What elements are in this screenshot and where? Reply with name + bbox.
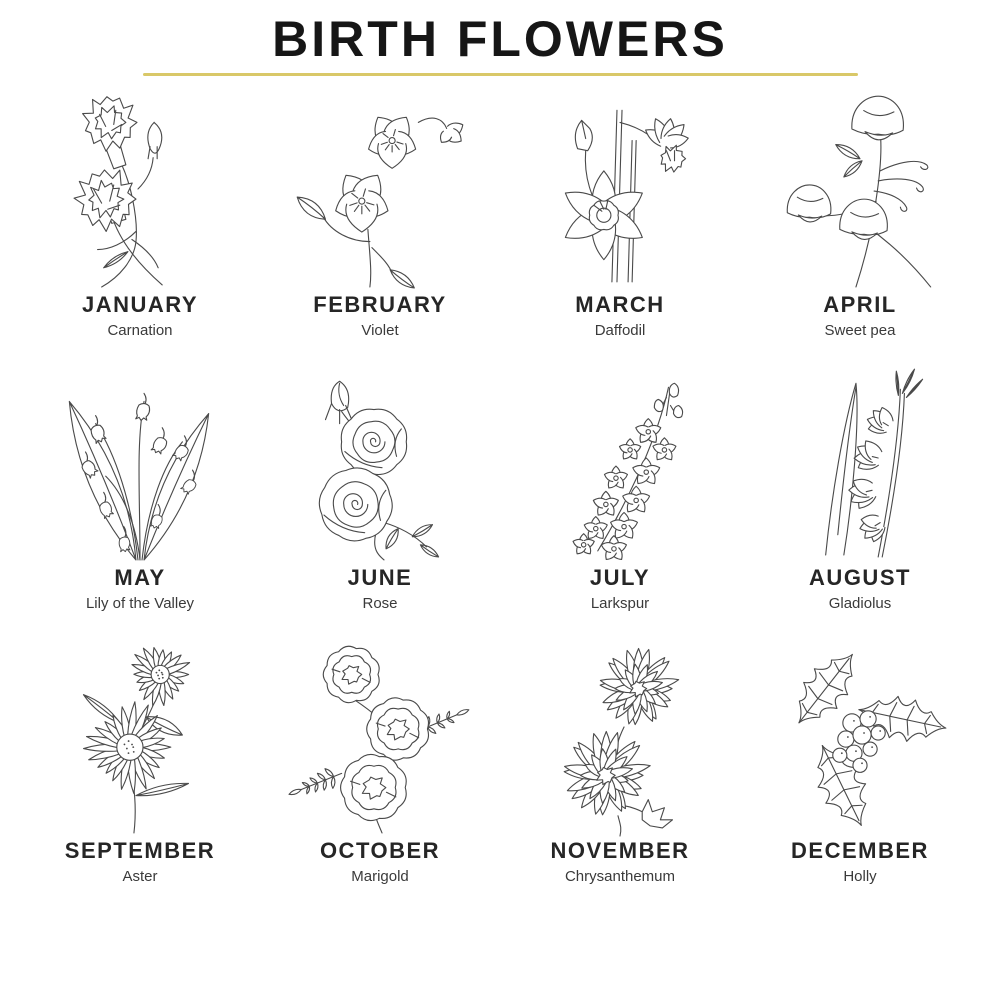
- flower-label: Lily of the Valley: [85, 595, 195, 612]
- flower-label: Daffodil: [594, 322, 646, 339]
- poster-title: BIRTH FLOWERS: [272, 11, 728, 67]
- flower-label: Chrysanthemum: [564, 868, 676, 885]
- month-cell-march: [500, 80, 740, 353]
- month-label: MAY: [114, 565, 166, 590]
- poster-header: [0, 0, 1000, 76]
- months-grid: [20, 80, 980, 899]
- month-label: DECEMBER: [791, 838, 929, 863]
- month-cell-june: [260, 353, 500, 626]
- month-label: SEPTEMBER: [64, 838, 216, 863]
- flower-label: Gladiolus: [828, 595, 892, 612]
- violet-flower-icon: [272, 80, 488, 292]
- chrysanthemum-flower-icon: [512, 626, 728, 838]
- month-cell-september: [20, 626, 260, 899]
- month-cell-december: [740, 626, 980, 899]
- flower-label: Sweet pea: [824, 322, 896, 339]
- flower-label: Marigold: [351, 868, 409, 885]
- month-label: AUGUST: [809, 565, 911, 590]
- lily-of-the-valley-flower-icon: [32, 353, 248, 565]
- sweet-pea-flower-icon: [752, 80, 968, 292]
- month-label: NOVEMBER: [550, 838, 690, 863]
- carnation-flower-icon: [32, 80, 248, 292]
- month-cell-april: [740, 80, 980, 353]
- gold-divider: [143, 73, 858, 76]
- month-label: OCTOBER: [319, 838, 441, 863]
- aster-flower-icon: [32, 626, 248, 838]
- month-label: FEBRUARY: [313, 292, 447, 317]
- month-label: JANUARY: [81, 292, 199, 317]
- marigold-flower-icon: [272, 626, 488, 838]
- month-cell-july: [500, 353, 740, 626]
- flower-label: Rose: [362, 595, 398, 612]
- month-label: MARCH: [575, 292, 665, 317]
- gladiolus-flower-icon: [752, 353, 968, 565]
- month-cell-november: [500, 626, 740, 899]
- month-label: APRIL: [823, 292, 897, 317]
- holly-flower-icon: [752, 626, 968, 838]
- flower-label: Larkspur: [590, 595, 650, 612]
- month-label: JULY: [589, 565, 651, 590]
- larkspur-flower-icon: [512, 353, 728, 565]
- flower-label: Carnation: [107, 322, 173, 339]
- month-cell-january: [20, 80, 260, 353]
- flower-label: Holly: [843, 868, 877, 885]
- month-cell-august: [740, 353, 980, 626]
- month-label: JUNE: [347, 565, 413, 590]
- month-cell-february: [260, 80, 500, 353]
- daffodil-flower-icon: [512, 80, 728, 292]
- month-cell-may: [20, 353, 260, 626]
- rose-flower-icon: [272, 353, 488, 565]
- flower-label: Aster: [122, 868, 158, 885]
- flower-label: Violet: [361, 322, 399, 339]
- month-cell-october: [260, 626, 500, 899]
